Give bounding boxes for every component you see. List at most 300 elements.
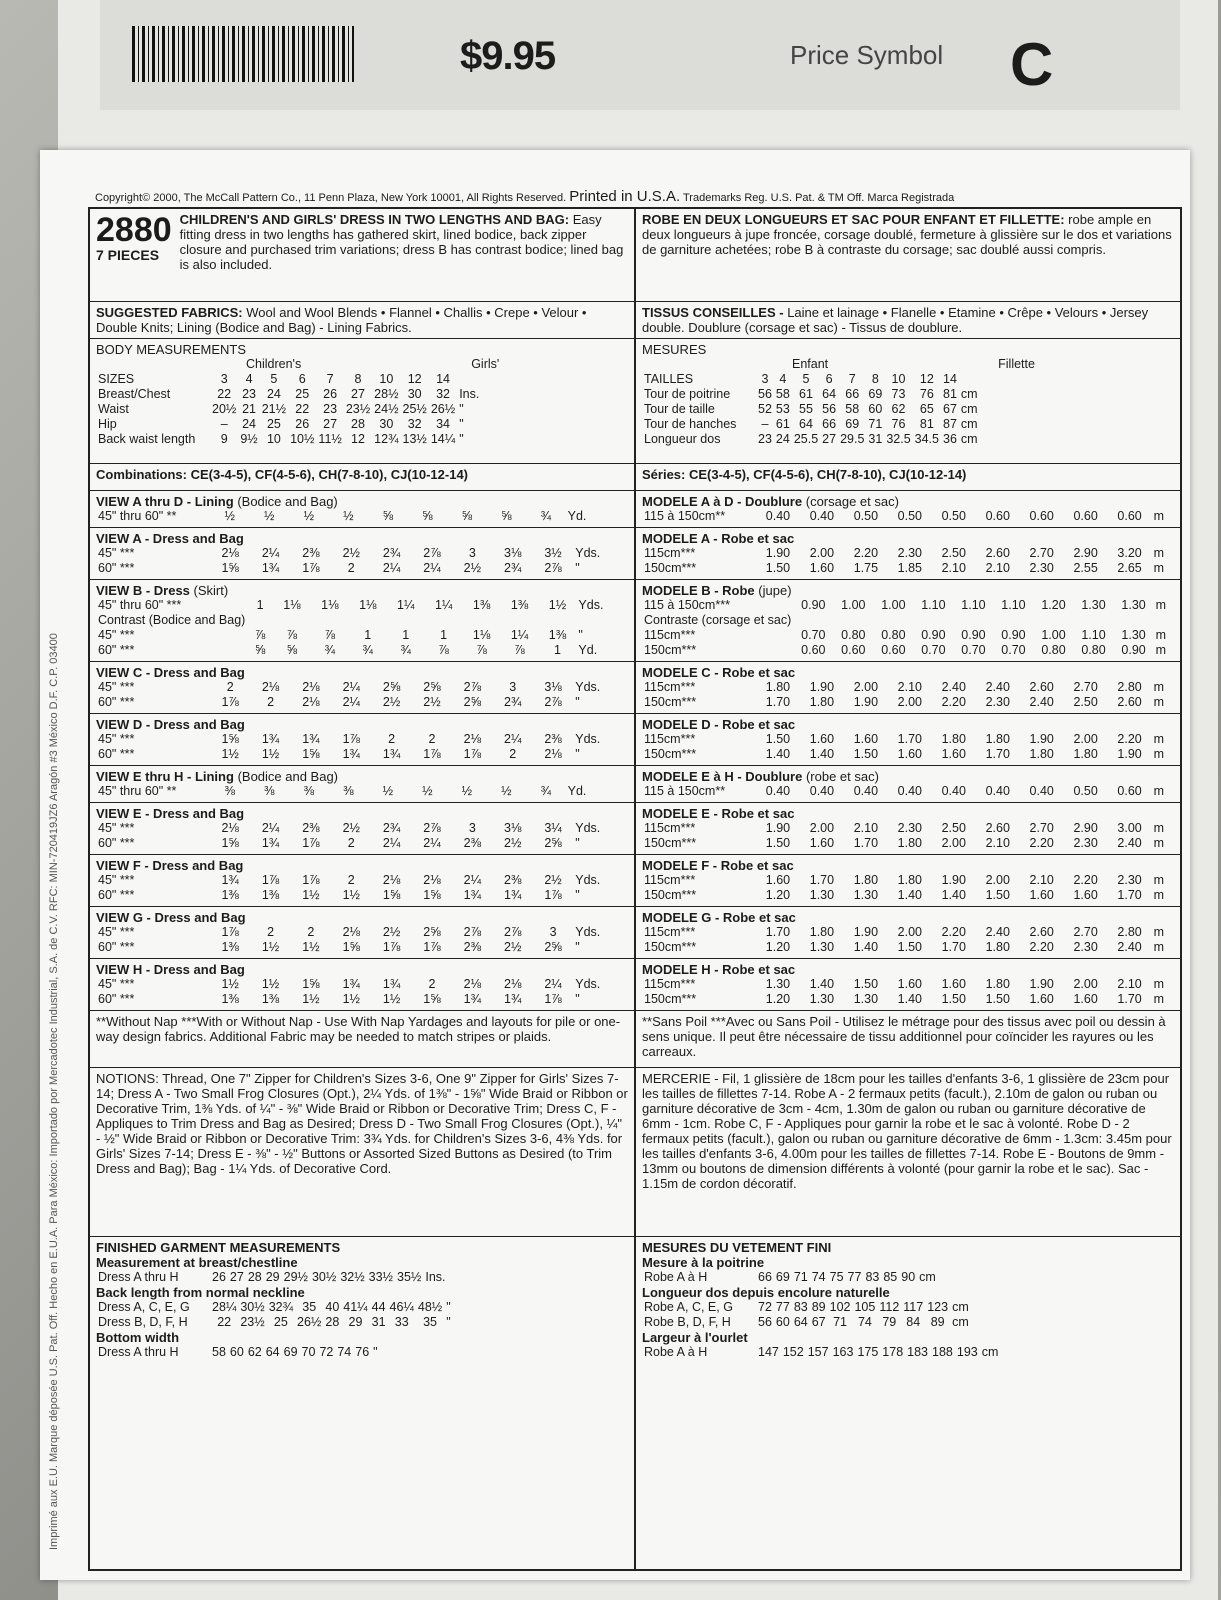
cell-value: 5 (270, 372, 278, 386)
cell-value: 71 (793, 1270, 808, 1284)
row-label: Tour de taille (644, 402, 715, 416)
view-subtitle: (corsage et sac) (805, 494, 899, 509)
cell-value: 1.80 (985, 977, 1010, 991)
cell-value: 0.40 (853, 784, 879, 798)
yardage-table (96, 598, 628, 658)
row-label: 150cm*** (644, 940, 697, 954)
cell-value: 1.70 (941, 940, 966, 954)
row-label: 150cm*** (644, 836, 697, 850)
fabrics-label: SUGGESTED FABRICS: (96, 305, 243, 320)
cell-value: 62 (247, 1345, 262, 1359)
row-label: 45" thru 60" *** (98, 598, 182, 612)
cell-value: 74 (337, 1345, 352, 1359)
unit-label: " (575, 561, 580, 575)
cell-value (833, 613, 873, 628)
cell-value: 1⅞ (302, 873, 320, 887)
cell-value: 1½ (302, 888, 320, 902)
cell-value: ⅞ (286, 628, 298, 642)
unit-label: m (1155, 643, 1166, 657)
cell-value: 2⅝ (544, 836, 562, 850)
unit-label: " (459, 417, 464, 431)
cell-value: 1⅝ (221, 561, 239, 575)
row-label: 60" *** (98, 888, 135, 902)
barcode-icon (132, 26, 354, 82)
yardage-view (636, 855, 1180, 907)
yardage-table (642, 925, 1174, 955)
cell-value: 2.80 (1117, 680, 1142, 694)
yardage-view (90, 907, 634, 959)
cell-value: 1.50 (985, 992, 1010, 1006)
unit-label: " (578, 628, 583, 642)
cell-value: 27 (351, 387, 365, 401)
unit-label: " (575, 992, 580, 1006)
cell-value (1033, 613, 1073, 628)
cell-value: 0.40 (765, 784, 791, 798)
cell-value: 2.70 (1029, 546, 1054, 560)
cell-value: 2.60 (985, 821, 1010, 835)
finished-table (96, 1300, 453, 1330)
cell-value: 22 (217, 387, 232, 401)
cell-value: 2.60 (1029, 680, 1054, 694)
cell-value: 75 (829, 1270, 844, 1284)
cell-value: 2.70 (1029, 821, 1054, 835)
finished-title: MESURES DU VETEMENT FINI (642, 1240, 832, 1255)
cell-value: 9½ (240, 432, 258, 446)
cell-value: 21½ (261, 402, 287, 416)
view-title: VIEW F - Dress and Bag (96, 858, 244, 873)
table-row (642, 1315, 971, 1330)
pattern-title: ROBE EN DEUX LONGUEURS ET SAC POUR ENFANT ET FILLETTE: (642, 212, 1065, 227)
cell-value: 1.40 (897, 888, 922, 902)
cell-value: 2 (267, 925, 275, 939)
finished-group-heading: Back length from normal neckline (96, 1285, 305, 1300)
cell-value: 2.00 (1073, 732, 1098, 746)
cell-value: ¾ (362, 643, 373, 657)
row-label: 45" *** (98, 628, 135, 642)
cell-value: 1¾ (463, 992, 482, 1006)
cell-value (538, 613, 576, 628)
unit-label: cm (919, 1270, 936, 1284)
cell-value: 62 (891, 402, 906, 416)
cell-value: 0.40 (1029, 784, 1054, 798)
cell-value: 1½ (342, 888, 360, 902)
table-row (642, 925, 1174, 940)
cell-value: 60 (868, 402, 883, 416)
cell-value: 2.60 (985, 546, 1010, 560)
view-heading (642, 806, 1174, 821)
cell-value: 1⅞ (463, 747, 482, 761)
cell-value: 2¼ (423, 561, 441, 575)
view-title: MODELE D - Robe et sac (642, 717, 796, 732)
group-girls: Girls' (471, 357, 500, 371)
table-row (96, 613, 628, 628)
cell-value: 14¼ (430, 432, 456, 446)
cell-value: 2½ (544, 873, 562, 887)
cell-value: 55 (799, 402, 813, 416)
unit-label: cm (952, 1315, 969, 1329)
english-column (90, 209, 636, 1569)
cell-value: 60 (775, 1315, 790, 1329)
cell-value: 0.60 (1117, 509, 1142, 523)
view-heading (642, 769, 1174, 784)
cell-value: 12 (407, 372, 422, 386)
row-label: 60" *** (98, 747, 135, 761)
cell-value: 1 (553, 643, 561, 657)
cell-value: 2.30 (1073, 836, 1098, 850)
unit-label: Yd. (567, 509, 587, 523)
cell-value: 2.70 (1073, 680, 1098, 694)
unit-label: " (459, 432, 464, 446)
cell-value: 29 (265, 1270, 280, 1284)
cell-value: 66 (845, 387, 860, 401)
cell-value: 3½ (544, 546, 562, 560)
cell-value: 3 (761, 372, 769, 386)
cell-value: 23½ (240, 1315, 265, 1329)
table-row (642, 784, 1174, 799)
row-label: 115cm*** (644, 680, 696, 694)
cell-value: 1.10 (1081, 628, 1106, 642)
row-label: 150cm*** (644, 888, 697, 902)
view-title: VIEW A thru D - Lining (96, 494, 234, 509)
cell-value: 64 (793, 1315, 808, 1329)
table-row (96, 977, 628, 992)
yardage-view (90, 662, 634, 714)
cell-value: 29 (348, 1315, 363, 1329)
cell-value: 32 (436, 387, 450, 401)
cell-value: 117 (903, 1300, 924, 1314)
cell-value: 1.00 (881, 598, 906, 612)
row-label: 115cm*** (644, 873, 696, 887)
cell-value (793, 613, 833, 628)
unit-label: cm (960, 387, 978, 401)
cell-value: 1½ (302, 992, 320, 1006)
cell-value: 24½ (374, 402, 399, 416)
fabrics-text: Laine et lainage • Flanelle • Etamine • Crêpe • Velours • Jersey double. Doublure (corsage et sac) - Tissus de doublure. (642, 305, 1149, 335)
unit-label: m (1153, 509, 1164, 523)
cell-value: 2¾ (504, 561, 522, 575)
view-heading (96, 531, 628, 546)
cell-value: 1.40 (809, 747, 835, 761)
view-subtitle: (robe et sac) (805, 769, 879, 784)
row-label: TAILLES (644, 372, 694, 386)
cell-value: 2 (226, 680, 234, 694)
cell-value: 33½ (368, 1270, 393, 1284)
cell-value: 69 (283, 1345, 298, 1359)
cell-value: 1.70 (1117, 888, 1142, 902)
cell-value: 1.80 (1029, 747, 1054, 761)
cell-value: 1⅞ (423, 747, 441, 761)
cell-value: 1⅞ (382, 940, 401, 954)
cell-value: 2¾ (504, 695, 522, 709)
copyright-line (95, 188, 954, 205)
cell-value: 2¾ (382, 546, 401, 560)
table-row (642, 402, 980, 417)
cell-value (247, 613, 273, 628)
cell-value: 0.80 (1041, 643, 1066, 657)
finished-group-heading: Mesure à la poitrine (642, 1255, 765, 1270)
cell-value: 64 (799, 417, 813, 431)
view-heading (642, 717, 1174, 732)
cell-value: 3 (468, 546, 476, 560)
cell-value: 72 (758, 1300, 772, 1314)
cell-value: 1¾ (261, 732, 280, 746)
unit-label: m (1153, 821, 1164, 835)
cell-value: 2.50 (941, 821, 966, 835)
cell-value: 2.40 (941, 680, 966, 694)
table-row (96, 680, 628, 695)
cell-value: 2.20 (941, 695, 966, 709)
table-row (96, 695, 628, 710)
cell-value: 2⅜ (463, 940, 482, 954)
cell-value: 90 (901, 1270, 916, 1284)
cell-value: 69 (868, 387, 883, 401)
cell-value: ¾ (540, 784, 552, 798)
unit-label: cm (960, 417, 978, 431)
cell-value: 89 (811, 1300, 826, 1314)
row-label: 115cm*** (644, 821, 696, 835)
yardage-table (96, 977, 628, 1007)
cell-value: 2¼ (382, 561, 401, 575)
cell-value: 9 (220, 432, 228, 446)
cell-value: 2.00 (809, 546, 835, 560)
row-label: 45" *** (98, 925, 135, 939)
cell-value: 1.90 (853, 925, 879, 939)
unit-label: cm (952, 1300, 969, 1314)
view-heading (96, 962, 628, 977)
cell-value: 69 (775, 1270, 790, 1284)
table-row (96, 628, 628, 643)
printed-in: Printed in U.S.A. (569, 188, 681, 205)
row-label: Dress B, D, F, H (98, 1315, 188, 1329)
unit-label: Yds. (575, 925, 601, 939)
cell-value: 2.20 (1073, 873, 1098, 887)
cell-value: 2 (347, 836, 355, 850)
cell-value: ⅞ (254, 628, 266, 642)
cell-value: 23 (758, 432, 772, 446)
view-heading (642, 531, 1174, 546)
cell-value (273, 613, 311, 628)
unit-label: " (446, 1315, 451, 1329)
cell-value: 2⅛ (544, 747, 562, 761)
yardage-view (90, 803, 634, 855)
cell-value: ½ (461, 784, 473, 798)
view-heading (642, 494, 1174, 509)
unit-label: m (1153, 836, 1164, 850)
finished-table (96, 1270, 448, 1285)
row-label: 60" *** (98, 836, 135, 850)
cell-value: 2.00 (941, 836, 966, 850)
cell-value: 58 (775, 387, 790, 401)
cell-value: 1⅜ (221, 940, 239, 954)
cell-value: 2⅝ (382, 680, 401, 694)
yardage-view (90, 580, 634, 662)
unit-label: m (1153, 925, 1164, 939)
cell-value: ⅝ (382, 509, 394, 523)
cell-value: 8 (354, 372, 362, 386)
cell-value: 1.80 (897, 873, 922, 887)
cell-value: 0.50 (897, 509, 922, 523)
cell-value: 48½ (417, 1300, 443, 1314)
size-combinations: Séries: CE(3-4-5), CF(4-5-6), CH(7-8-10), CJ(10-12-14) (636, 464, 1180, 491)
cell-value: 2⅞ (463, 925, 482, 939)
cell-value: 35 (423, 1315, 437, 1329)
unit-label: " (373, 1345, 378, 1359)
cell-value: 1⅞ (221, 925, 239, 939)
pattern-description (180, 212, 628, 298)
cell-value: 73 (891, 387, 906, 401)
yardage-view (636, 528, 1180, 580)
cell-value: 1.90 (809, 680, 835, 694)
table-row (96, 598, 628, 613)
cell-value: 10½ (290, 432, 315, 446)
cell-value: ⅞ (514, 643, 525, 657)
unit-label: Yds. (575, 732, 601, 746)
view-title: VIEW E - Dress and Bag (96, 806, 245, 821)
yardage-view (636, 766, 1180, 803)
cell-value: 1.30 (1121, 628, 1146, 642)
yardage-table (642, 977, 1174, 1007)
yardage-table (96, 732, 628, 762)
cell-value: 0.50 (1073, 784, 1098, 798)
yardage-table (96, 509, 628, 524)
row-label: 150cm*** (644, 695, 697, 709)
cell-value (349, 613, 387, 628)
row-label: 60" *** (98, 992, 135, 1006)
table-row (96, 747, 628, 762)
cell-value: 1.60 (809, 836, 835, 850)
table-row (642, 1345, 1000, 1360)
unit-label: " (575, 747, 580, 761)
cell-value: 1.30 (809, 888, 835, 902)
cell-value: 1.40 (897, 992, 922, 1006)
cell-value: 1.40 (941, 888, 966, 902)
cell-value: 1.80 (853, 873, 879, 887)
row-label: Waist (98, 402, 129, 416)
cell-value: 1.60 (1073, 888, 1098, 902)
cell-value: 1.00 (1041, 628, 1066, 642)
cell-value: 25 (273, 1315, 288, 1329)
cell-value: 32 (407, 417, 422, 431)
cell-value: 2½ (463, 561, 482, 575)
cell-value: 3 (549, 925, 557, 939)
cell-value (311, 613, 349, 628)
cell-value: 14 (436, 372, 450, 386)
unit-label: Yds. (575, 546, 601, 560)
unit-label: m (1155, 628, 1166, 642)
pattern-number: 2880 (96, 211, 172, 249)
table-row (96, 992, 628, 1007)
cell-value: 2⅜ (544, 732, 562, 746)
row-label: Longueur dos (644, 432, 721, 446)
cell-value: 0.90 (801, 598, 826, 612)
cell-value: 89 (930, 1315, 945, 1329)
cell-value: 1.30 (765, 977, 791, 991)
yardage-view (636, 662, 1180, 714)
pattern-description (642, 212, 1174, 298)
row-label: Dress A, C, E, G (98, 1300, 190, 1314)
cell-value: 1.70 (1117, 992, 1142, 1006)
cell-value: 31 (371, 1315, 386, 1329)
cell-value: 2¼ (342, 680, 360, 694)
row-label: Robe B, D, F, H (644, 1315, 731, 1329)
side-legal-text: Imprimé aux E.U. Marque déposée U.S. Pat. Off. Hecho en E.U.A. Para México: Importado por Mercadotec Industrial, S.A. de C.V. RFC: MIN-720419JZ6 Aragón #3 México D.F. C.P. 03400 (48, 633, 60, 1550)
cell-value: 30 (379, 417, 394, 431)
yardage-view (636, 714, 1180, 766)
cell-value: 2.00 (897, 695, 922, 709)
yardage-view (90, 766, 634, 803)
cell-value: 2⅞ (463, 680, 482, 694)
unit-label (959, 372, 980, 387)
cell-value: 11½ (318, 432, 342, 446)
cell-value: 1.50 (985, 888, 1010, 902)
cell-value: 2 (509, 747, 517, 761)
view-heading (96, 858, 628, 873)
cell-value: 76 (891, 417, 906, 431)
row-label: Contrast (Bodice and Bag) (98, 613, 246, 627)
cell-value: 2⅛ (423, 873, 441, 887)
cell-value: 1½ (548, 598, 567, 612)
cell-value: 1.20 (765, 940, 791, 954)
cell-value: 178 (882, 1345, 904, 1359)
cell-value: 1.10 (1001, 598, 1026, 612)
view-subtitle: (Skirt) (193, 583, 229, 598)
cell-value: 2.90 (1073, 821, 1098, 835)
cell-value: 2.60 (1117, 695, 1142, 709)
yardage-table (96, 821, 628, 851)
cell-value: ⅜ (224, 784, 235, 798)
cell-value: 2.10 (897, 680, 922, 694)
finished-group-heading: Bottom width (96, 1330, 180, 1345)
cell-value: 76 (355, 1345, 370, 1359)
cell-value: 83 (865, 1270, 880, 1284)
cell-value: 1.60 (853, 732, 879, 746)
body-measurements (636, 339, 1180, 464)
unit-label: m (1153, 992, 1164, 1006)
cell-value: 2.00 (853, 680, 879, 694)
row-label: 150cm*** (644, 992, 697, 1006)
cell-value: 2.30 (897, 821, 922, 835)
cell-value: 1⅜ (221, 888, 239, 902)
cell-value: 30 (407, 387, 422, 401)
cell-value (913, 613, 953, 628)
table-row (642, 747, 1174, 762)
cell-value: 3 (468, 821, 476, 835)
cell-value: ½ (343, 509, 354, 523)
cell-value: 1⅞ (544, 888, 562, 902)
cell-value: 71 (868, 417, 883, 431)
cell-value: 84 (906, 1315, 921, 1329)
cell-value: 28 (351, 417, 365, 431)
cell-value: 1½ (261, 977, 280, 991)
cell-value: 65 (919, 402, 934, 416)
cell-value: 12¾ (374, 432, 399, 446)
size-group-header (642, 357, 1174, 372)
cell-value: 41¼ (343, 1300, 368, 1314)
cell-value: 2.20 (1117, 732, 1142, 746)
cell-value: 1.30 (809, 940, 835, 954)
cell-value: 147 (758, 1345, 779, 1359)
cell-value: ⅞ (476, 643, 487, 657)
cell-value: 1.90 (1029, 732, 1054, 746)
row-label: 45" *** (98, 732, 135, 746)
cell-value: 1.60 (809, 561, 835, 575)
cell-value: 1⅝ (423, 888, 441, 902)
row-label: 45" thru 60" ** (98, 509, 177, 523)
cell-value: 24 (242, 417, 256, 431)
cell-value: 1⅞ (221, 695, 239, 709)
cell-value: ⅜ (343, 784, 354, 798)
cell-value: 0.70 (801, 628, 826, 642)
